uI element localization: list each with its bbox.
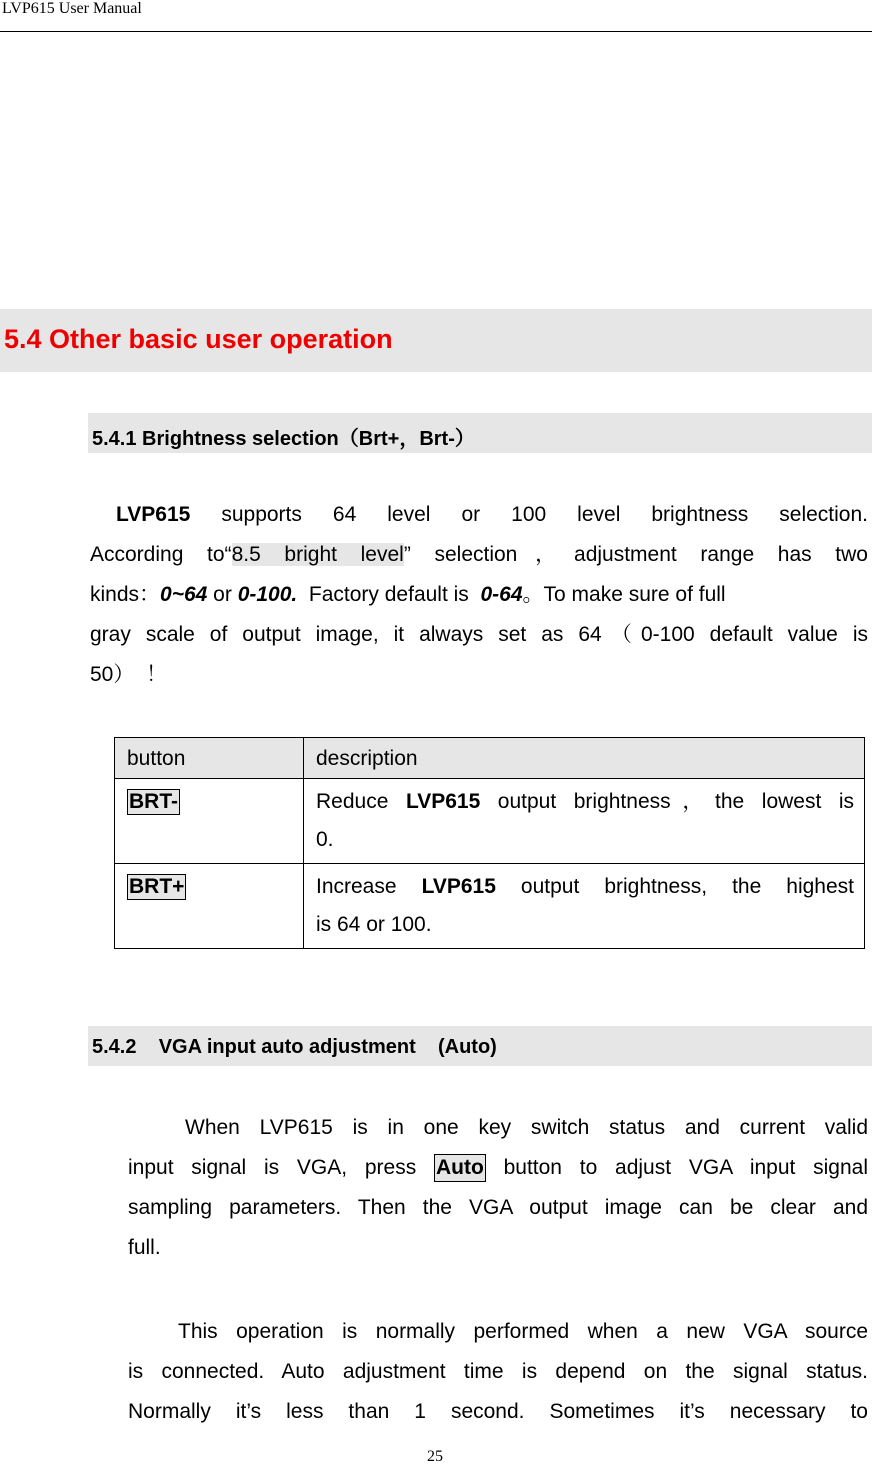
text-run: input signal is VGA, press [128, 1156, 434, 1179]
default-value: 0-64 [480, 583, 523, 606]
text-run: Increase [316, 875, 422, 898]
button-table [114, 737, 865, 949]
text-run: sampling parameters. Then the VGA output image can be clear and [128, 1196, 868, 1219]
text-run: 。To make sure of full [522, 583, 726, 606]
table-cell [304, 864, 865, 949]
auto-paragraph-1 [128, 1108, 868, 1268]
range-value: 0~64 [160, 583, 208, 606]
table-cell [115, 779, 304, 864]
text-run: button to adjust VGA input signal [485, 1156, 868, 1179]
text-run: When LVP615 is in one key switch status and current valid [185, 1116, 868, 1139]
text-run: output brightness，the lowest is [480, 790, 855, 813]
table-header-cell: button [115, 738, 304, 779]
text-run: is 64 or 100. [316, 913, 432, 936]
text-run: is connected. Auto adjustment time is depend on the signal status. [128, 1360, 868, 1383]
text-run: 50） ！ [90, 663, 168, 686]
text-run: According to“ [90, 543, 232, 566]
brightness-paragraph [90, 495, 868, 695]
text-run: 0. [316, 828, 334, 851]
auto-key: Auto [434, 1154, 486, 1182]
text-run: ” selection，adjustment range has two [403, 543, 868, 566]
table-cell [115, 864, 304, 949]
text-run: supports 64 level or 100 level brightness selection. [190, 503, 868, 526]
page-number: 25 [427, 1448, 443, 1465]
text-run: Factory default is [297, 583, 481, 606]
subsection-title-brightness: 5.4.1 Brightness selection（Brt+，Brt-） [92, 428, 475, 450]
text-run: gray scale of output image, it always set as 64（0-100 default value is [90, 623, 868, 646]
text-run: This operation is normally performed when a new VGA source [178, 1320, 868, 1343]
section-title: 5.4 Other basic user operation [4, 324, 393, 354]
brt-minus-key: BRT- [129, 790, 178, 813]
text-run: full. [128, 1236, 161, 1259]
text-run: or [207, 583, 238, 606]
table-header-row [115, 738, 865, 779]
table-row [115, 779, 865, 864]
product-name: LVP615 [116, 503, 191, 526]
text-run: Normally it’s less than 1 second. Sometimes it’s necessary to [128, 1400, 868, 1423]
table-row [115, 864, 865, 949]
running-header: LVP615 User Manual [2, 0, 142, 17]
text-run: Reduce [316, 790, 406, 813]
auto-paragraph-2 [128, 1312, 868, 1432]
subsection-title-auto: 5.4.2 VGA input auto adjustment (Auto) [92, 1036, 497, 1058]
range-value: 0-100. [237, 583, 298, 606]
text-run: output brightness, the highest [495, 875, 855, 898]
cross-reference: 8.5 bright level [231, 543, 404, 566]
brt-plus-key: BRT+ [129, 875, 185, 898]
product-name: LVP615 [421, 875, 496, 898]
table-cell [304, 779, 865, 864]
header-rule [0, 31, 872, 32]
table-header-cell: description [304, 738, 865, 779]
text-run: kinds： [90, 583, 161, 606]
product-name: LVP615 [405, 790, 481, 813]
